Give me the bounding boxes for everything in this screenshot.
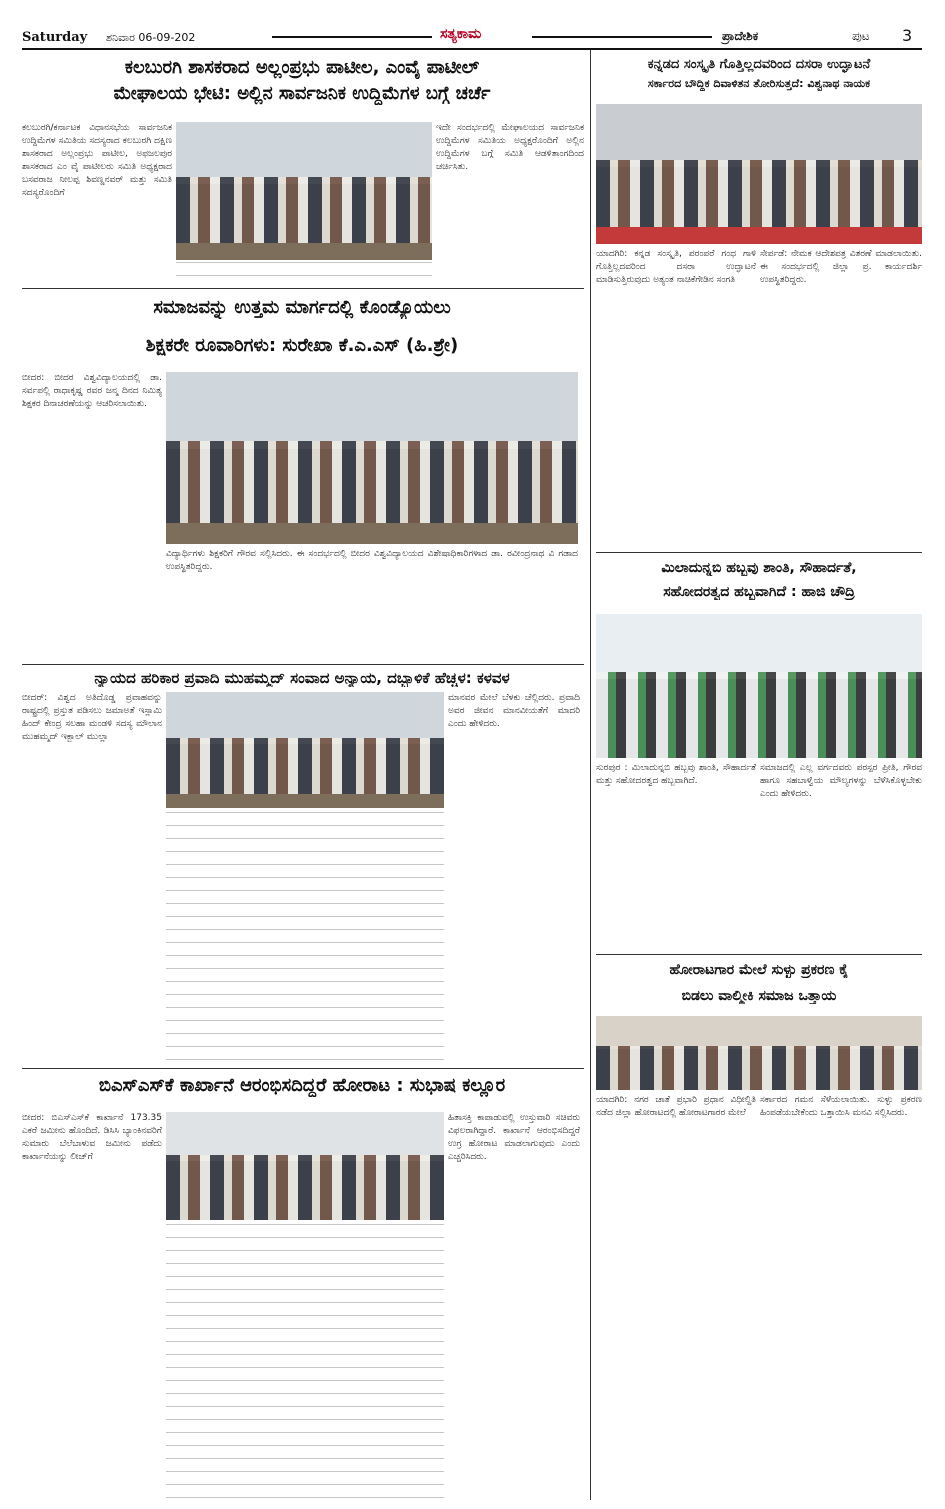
article-bssk-body: ಹಿತಾಸಕ್ತಿ ಕಾಪಾಡುವಲ್ಲಿ ಉಸ್ತುವಾರಿ ಸಚಿವರು ವಿಫಲರಾಗಿದ್ದಾರೆ. ಕಾರ್ಖಾನೆ ಆರಂಭಿಸದಿದ್ದರೆ ಉಗ್ರ ಹೋರಾಟ ಮಾಡಲಾಗುವುದು ಎಂದು ಎಚ್ಚರಿಸಿದರು. [448,1113,580,1162]
article-valmiki-lead: ಯಾದಗಿರಿ: ನಗರ ಚಾತೆ ಪ್ರಭಾರಿ ಪ್ರಧಾನ ವಿಧೀಲ್ದಿತಿ ನಡೆದ ಜಿಲ್ಲಾ ಹೋರಾಟದಲ್ಲಿ ಹೋರಾಟಗಾರರ ಮೇಲೆ [596,1095,756,1118]
article-teachers-headline-1: ಸಮಾಜವನ್ನು ಉತ್ತಮ ಮಾರ್ಗದಲ್ಲಿ ಕೊಂಡ್ಯೊಯಲು [153,298,451,318]
article-dasara-body: ಸೇರ್ಪಡೆ: ನೇಮಕ ಆದೇಶಪತ್ರ ವಿತರಣೆ ಮಾಡಲಾಯಿತು. ಈ ಸಂದರ್ಭದಲ್ಲಿ ಜಿಲ್ಲಾ ಪ್ರ. ಕಾರ್ಯದರ್ಶಿ ಉಪಸ್ಥಿತರಿದ್ದರು. [760,249,922,285]
article-iqbal-lead: ಬೀದರ್: ವಿಶ್ವದ ಅತಿದೊಡ್ಡ ಪ್ರವಾಹವನ್ನು ರಾಷ್ಟ್ರದಲ್ಲಿ ಪ್ರಸ್ತುತ ಪಡಿಸಲು ಜಮಾಅತೆ ಇಸ್ಲಾಮಿ ಹಿಂದ್ ಕೇಂದ್ರ ಸಲಹಾ ಮಂಡಳಿ ಸದಸ್ಯ ಮೌಲಾನ ಮುಹಮ್ಮದ್ ಇಕ್ಬಾಲ್ ಮುಲ್ಲಾ [22,693,162,742]
column-separator [590,50,591,1500]
article-bssk-photo [166,1112,444,1220]
article-kalaburagi-headline-1: ಕಲಬುರಗಿ ಶಾಸಕರಾದ ಅಲ್ಲಂಪ್ರಭು ಪಾಟೀಲ, ಎಂವೈ ಪಾಟೀಲ್ [124,58,480,78]
article-milad-headline-1: ಮಿಲಾದುನ್ನಬಿ ಹಬ್ಬವು ಶಾಂತಿ, ಸೌಹಾರ್ದತೆ, [661,560,857,576]
article-iqbal-column-lines [166,812,444,1062]
article-kalaburagi-headline-2: ಮೇಘಾಲಯ ಭೇಟಿ: ಅಲ್ಲಿನ ಸಾರ್ವಜನಿಕ ಉದ್ದಿಮೆಗಳ ಬಗ್ಗೆ ಚರ್ಚೆ [113,84,491,104]
article-teachers-body: ವಿದ್ಯಾರ್ಥಿಗಳು ಶಿಕ್ಷಕರಿಗೆ ಗೌರವ ಸಲ್ಲಿಸಿದರು. ಈ ಸಂದರ್ಭದಲ್ಲಿ ಬೀದರ ವಿಶ್ವವಿದ್ಯಾಲಯದ ವಿಶೇಷಾಧಿಕಾರಿಗಳಾದ ಡಾ. ರವೀಂದ್ರನಾಥ ವಿ ಗಡಾದ ಉಪಸ್ಥಿತರಿದ್ದರು. [166,549,578,572]
masthead-rule-left [272,36,432,38]
article-iqbal-photo [166,692,444,808]
article-bssk-lead: ಬೀದರ: ಬಿಎಸ್ಎಸ್‌ಕೆ ಕಾರ್ಖಾನೆ 173.35 ಎಕರೆ ಜಮೀನು ಹೊಂದಿದೆ. ಡಿಸಿಸಿ ಬ್ಯಾಂಕಿನವರಿಗೆ ಸುಮಾರು ಬೆಲೆಬಾಳುವ ಜಮೀನು ಪಡೆದು ಕಾರ್ಖಾನೆಯನ್ನು ಲೀಜ್‌ಗೆ [22,1113,162,1162]
article-milad-headline-2: ಸಹೋದರತ್ವದ ಹಬ್ಬವಾಗಿದೆ : ಹಾಜಿ ಚೌದ್ರಿ [663,584,855,600]
article-dasara-headline-1: ಕನ್ನಡದ ಸಂಸ್ಕೃತಿ ಗೊತ್ತಿಲ್ಲದವರಿಂದ ದಸರಾ ಉದ್ಘಾಟನೆ [647,58,871,72]
masthead-section: ಪ್ರಾದೇಶಿಕ [722,29,759,43]
divider [22,288,584,289]
masthead-date: ಶನಿವಾರ 06-09-202 [106,31,196,44]
divider [22,1068,584,1069]
article-valmiki-body: ಸರ್ಕಾರದ ಗಮನ ಸೆಳೆಯಲಾಯಿತು. ಸುಳ್ಳು ಪ್ರಕರಣ ಹಿಂಪಡೆಯಬೇಕೆಂದು ಒತ್ತಾಯಿಸಿ ಮನವಿ ಸಲ್ಲಿಸಿದರು. [760,1095,922,1118]
article-teachers-headline-2: ಶಿಕ್ಷಕರೇ ರೂವಾರಿಗಳು: ಸುರೇಖಾ ಕೆ.ಎ.ಎಸ್ (ಹಿ.ಶ್ರೇ) [145,336,459,356]
article-milad-photo [596,614,922,758]
masthead-rule-right [532,36,712,38]
masthead-paper-name: ಸತ್ಯಕಾಮ [440,26,482,42]
article-iqbal-headline: ನ್ಯಾಯದ ಹರಿಕಾರ ಪ್ರವಾದಿ ಮುಹಮ್ಮದ್ ಸಂವಾದ ಅನ್ಯಾಯ, ದಬ್ಬಾಳಿಕೆ ಹೆಚ್ಚಳ: ಕಳವಳ [94,670,510,687]
article-milad-body: ಸಮಾಜದಲ್ಲಿ ಎಲ್ಲ ವರ್ಗದವರು ಪರಸ್ಪರ ಪ್ರೀತಿ, ಗೌರವ ಹಾಗೂ ಸಹಬಾಳ್ವೆಯ ಮೌಲ್ಯಗಳನ್ನು ಬೆಳೆಸಿಕೊಳ್ಳಬೇಕು ಎಂದು ಹೇಳಿದರು. [760,763,922,799]
article-kalaburagi-photo [176,122,432,260]
masthead [22,26,922,50]
article-valmiki-headline-1: ಹೋರಾಟಗಾರ ಮೇಲೆ ಸುಳ್ಳು ಪ್ರಕರಣ ಕೈ [669,962,849,978]
article-valmiki-photo [596,1016,922,1090]
divider [596,552,922,553]
divider [22,664,584,665]
article-dasara-headline-2: ಸರ್ಕಾರದ ಬೌದ್ಧಿಕ ದಿವಾಳಿತನ ತೋರಿಸುತ್ತದೆ: ವಿಶ್ವನಾಥ ನಾಯಕ [647,78,871,90]
article-kalaburagi-photo-caption-lines [176,262,432,276]
masthead-page-label: ಪುಟ [852,29,870,43]
article-teachers-lead: ಬೀದರ: ಬೀದರ ವಿಶ್ವವಿದ್ಯಾಲಯದಲ್ಲಿ ಡಾ. ಸರ್ವಪಲ್ಲಿ ರಾಧಾಕೃಷ್ಣ ರವರ ಜನ್ಮ ದಿನದ ನಿಮಿತ್ಯ ಶಿಕ್ಷಕರ ದಿನಾಚರಣೆಯನ್ನು ಆಚರಿಸಲಾಯಿತು. [22,373,162,409]
article-kalaburagi-body: ಇದೇ ಸಂದರ್ಭದಲ್ಲಿ ಮೇಘಾಲಯದ ಸಾರ್ವಜನಿಕ ಉದ್ದಿಮೆಗಳ ಸಮಿತಿಯ ಅಧ್ಯಕ್ಷರೊಂದಿಗೆ ಅಲ್ಲಿನ ಉದ್ದಿಮೆಗಳ ಬಗ್ಗೆ ಸಮಿತಿ ಆಡಳಿತಾಂಗದಿಂದ ಚರ್ಚಿಸಿತು. [436,123,584,172]
article-milad-lead: ಸುರಪುರ : ಮಿಲಾದುನ್ನಬಿ ಹಬ್ಬವು ಶಾಂತಿ, ಸೌಹಾರ್ದತೆ ಮತ್ತು ಸಹೋದರತ್ವದ ಹಬ್ಬವಾಗಿದೆ. [596,763,756,786]
article-kalaburagi-lead: ಕಲಬುರಗಿ/ಕರ್ನಾಟಕ ವಿಧಾನಸಭೆಯ ಸಾರ್ವಜನಿಕ ಉದ್ದಿಮೆಗಳ ಸಮಿತಿಯ ಸದಸ್ಯರಾದ ಕಲಬುರಗಿ ದಕ್ಷಿಣ ಶಾಸಕರಾದ ಅಲ್ಲಂಪ್ರಭು ಪಾಟೀಲ, ಅಫಜಲಪುರ ಶಾಸಕರಾದ ಎಂ ವೈ ಪಾಟೀಲರು ಸಮಿತಿ ಅಧ್ಯಕ್ಷರಾದ ಬಸವರಾಜ ನೀಲಪ್ಪ ಶಿವಣ್ಣನವರ್ ಮತ್ತು ಸಮಿತಿ ಸದಸ್ಯರೊಂದಿಗೆ [22,123,172,198]
masthead-day: Saturday [22,30,88,45]
article-dasara-lead: ಯಾದಗಿರಿ: ಕನ್ನಡ ಸಂಸ್ಕೃತಿ, ಪರಂಪರೆ ಗಂಧ ಗಾಳಿ ಗೊತ್ತಿಲ್ಲದವರಿಂದ ದಸರಾ ಉದ್ಘಾಟನೆ ಮಾಡಿಸುತ್ತಿರುವುದು ಅತ್ಯಂತ ನಾಚಿಕೆಗೇಡಿನ ಸಂಗತಿ [596,249,756,285]
article-valmiki-headline-2: ಬಿಡಲು ವಾಲ್ಮೀಕಿ ಸಮಾಜ ಒತ್ತಾಯ [681,988,837,1004]
article-bssk-column-lines [166,1224,444,1500]
article-dasara-photo [596,104,922,244]
article-iqbal-body: ಮಾನವರ ಮೇಲೆ ಬೆಳಕು ಚೆಲ್ಲಿದರು. ಪ್ರವಾದಿ ಅವರ ಜೀವನ ಮಾನವೀಯತೆಗೆ ಮಾದರಿ ಎಂದು ಹೇಳಿದರು. [448,693,580,729]
masthead-page-number: 3 [902,26,913,45]
divider [596,954,922,955]
article-bssk-headline: ಬಿಎಸ್ಎಸ್‌ಕೆ ಕಾರ್ಖಾನೆ ಆರಂಭಿಸದಿದ್ದರೆ ಹೋರಾಟ : ಸುಭಾಷ ಕಲ್ಲೂರ [98,1076,506,1096]
article-teachers-photo [166,372,578,544]
